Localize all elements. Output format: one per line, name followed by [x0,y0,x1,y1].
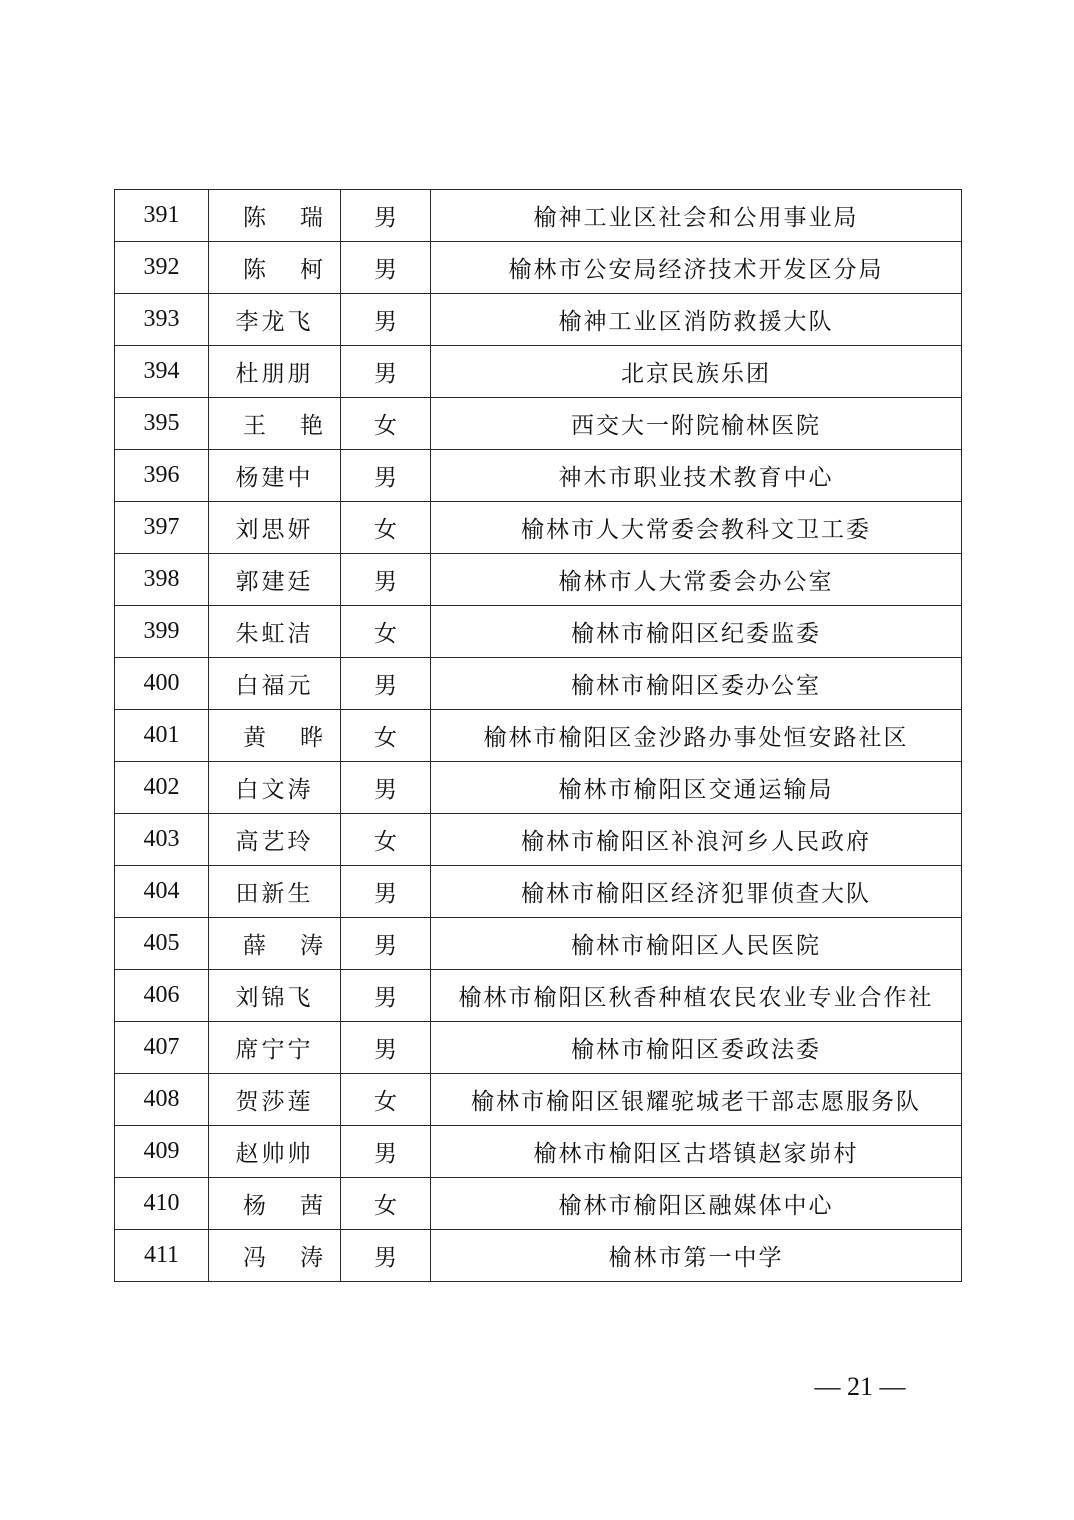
row-number-cell: 410 [115,1178,209,1230]
name-cell: 席宁宁 [209,1022,341,1074]
table-row [115,918,962,970]
name-cell: 黄晔 [209,710,341,762]
name-cell: 冯涛 [209,1230,341,1282]
gender-cell: 男 [341,242,431,294]
name-cell: 薛涛 [209,918,341,970]
name-cell: 白福元 [209,658,341,710]
unit-cell: 神木市职业技术教育中心 [431,450,962,502]
row-number-cell: 394 [115,346,209,398]
row-number-cell: 406 [115,970,209,1022]
name-cell: 高艺玲 [209,814,341,866]
row-number-cell: 401 [115,710,209,762]
gender-cell: 女 [341,398,431,450]
table-row [115,606,962,658]
unit-cell: 榆林市榆阳区纪委监委 [431,606,962,658]
table-row [115,502,962,554]
row-number-cell: 411 [115,1230,209,1282]
unit-cell: 榆林市人大常委会办公室 [431,554,962,606]
name-cell: 陈柯 [209,242,341,294]
table-row [115,242,962,294]
name-cell: 田新生 [209,866,341,918]
table-row [115,1126,962,1178]
name-cell: 杜朋朋 [209,346,341,398]
row-number-cell: 407 [115,1022,209,1074]
unit-cell: 榆林市榆阳区融媒体中心 [431,1178,962,1230]
name-cell: 白文涛 [209,762,341,814]
gender-cell: 男 [341,658,431,710]
row-number-cell: 400 [115,658,209,710]
row-number-cell: 409 [115,1126,209,1178]
unit-cell: 榆林市榆阳区补浪河乡人民政府 [431,814,962,866]
unit-cell: 榆神工业区消防救援大队 [431,294,962,346]
gender-cell: 男 [341,1230,431,1282]
row-number-cell: 391 [115,190,209,242]
table-row [115,970,962,1022]
gender-cell: 男 [341,190,431,242]
unit-cell: 榆林市榆阳区交通运输局 [431,762,962,814]
table-row [115,398,962,450]
table-row [115,294,962,346]
gender-cell: 男 [341,1126,431,1178]
unit-cell: 榆林市人大常委会教科文卫工委 [431,502,962,554]
unit-cell: 榆林市榆阳区经济犯罪侦查大队 [431,866,962,918]
name-cell: 贺莎莲 [209,1074,341,1126]
name-cell: 赵帅帅 [209,1126,341,1178]
gender-cell: 女 [341,814,431,866]
gender-cell: 女 [341,1074,431,1126]
gender-cell: 女 [341,1178,431,1230]
name-cell: 王艳 [209,398,341,450]
unit-cell: 榆神工业区社会和公用事业局 [431,190,962,242]
row-number-cell: 402 [115,762,209,814]
unit-cell: 榆林市第一中学 [431,1230,962,1282]
table-row [115,866,962,918]
name-cell: 李龙飞 [209,294,341,346]
roster-table [114,189,962,1282]
name-cell: 刘思妍 [209,502,341,554]
row-number-cell: 399 [115,606,209,658]
name-cell: 杨茜 [209,1178,341,1230]
page-number: — 21 — [814,1372,906,1401]
roster-table-body [115,190,962,1282]
table-row [115,190,962,242]
gender-cell: 男 [341,762,431,814]
unit-cell: 北京民族乐团 [431,346,962,398]
unit-cell: 榆林市榆阳区委政法委 [431,1022,962,1074]
gender-cell: 男 [341,294,431,346]
row-number-cell: 408 [115,1074,209,1126]
table-row [115,658,962,710]
gender-cell: 男 [341,346,431,398]
table-row [115,814,962,866]
table-row [115,762,962,814]
unit-cell: 西交大一附院榆林医院 [431,398,962,450]
unit-cell: 榆林市榆阳区秋香种植农民农业专业合作社 [431,970,962,1022]
row-number-cell: 395 [115,398,209,450]
gender-cell: 男 [341,554,431,606]
unit-cell: 榆林市公安局经济技术开发区分局 [431,242,962,294]
table-row [115,1230,962,1282]
unit-cell: 榆林市榆阳区古塔镇赵家峁村 [431,1126,962,1178]
row-number-cell: 405 [115,918,209,970]
row-number-cell: 397 [115,502,209,554]
table-row [115,346,962,398]
table-row [115,1074,962,1126]
name-cell: 陈瑞 [209,190,341,242]
table-row [115,450,962,502]
gender-cell: 男 [341,866,431,918]
table-row [115,1178,962,1230]
gender-cell: 女 [341,710,431,762]
gender-cell: 男 [341,918,431,970]
unit-cell: 榆林市榆阳区委办公室 [431,658,962,710]
unit-cell: 榆林市榆阳区银耀驼城老干部志愿服务队 [431,1074,962,1126]
gender-cell: 男 [341,970,431,1022]
name-cell: 郭建廷 [209,554,341,606]
gender-cell: 女 [341,606,431,658]
row-number-cell: 392 [115,242,209,294]
gender-cell: 女 [341,502,431,554]
gender-cell: 男 [341,450,431,502]
table-row [115,554,962,606]
gender-cell: 男 [341,1022,431,1074]
table-row [115,710,962,762]
row-number-cell: 398 [115,554,209,606]
row-number-cell: 404 [115,866,209,918]
unit-cell: 榆林市榆阳区金沙路办事处恒安路社区 [431,710,962,762]
row-number-cell: 403 [115,814,209,866]
unit-cell: 榆林市榆阳区人民医院 [431,918,962,970]
name-cell: 刘锦飞 [209,970,341,1022]
row-number-cell: 396 [115,450,209,502]
row-number-cell: 393 [115,294,209,346]
name-cell: 朱虹洁 [209,606,341,658]
name-cell: 杨建中 [209,450,341,502]
table-row [115,1022,962,1074]
